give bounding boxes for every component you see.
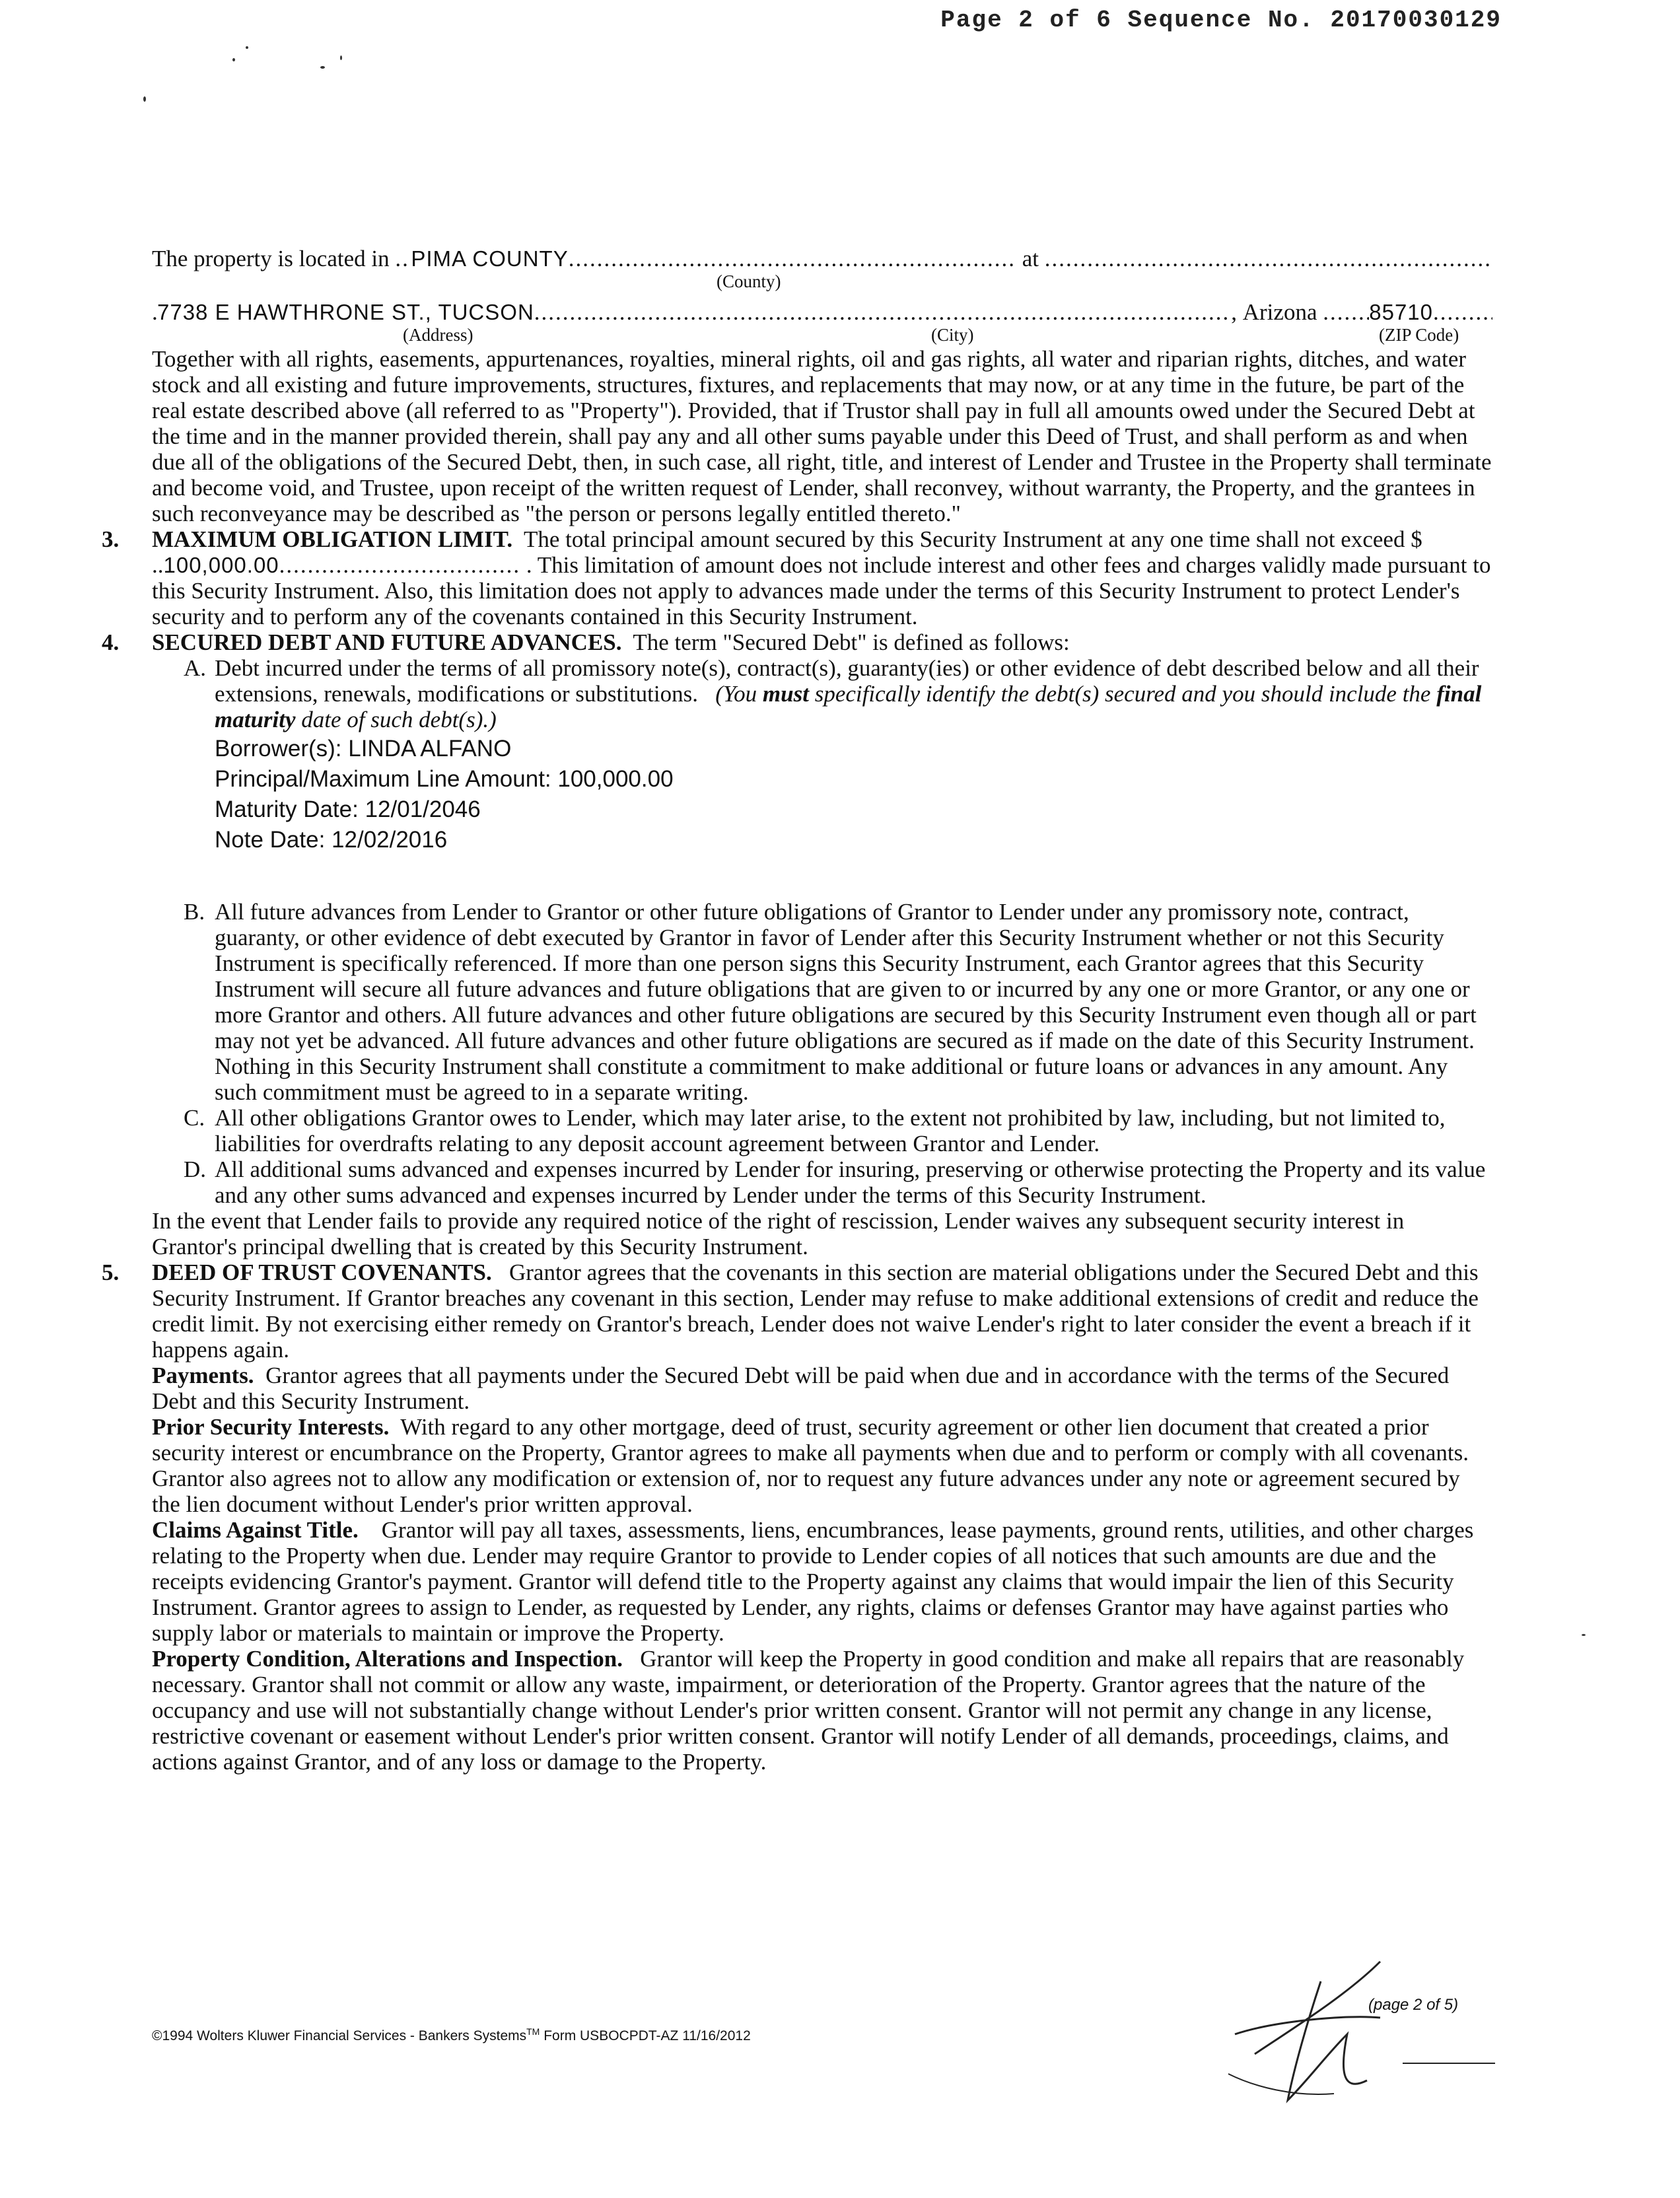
document-body — [102, 246, 1492, 1775]
section-title: SECURED DEBT AND FUTURE ADVANCES. — [152, 629, 622, 655]
maturity-line: Maturity Date: 12/01/2046 — [215, 797, 481, 822]
city-caption: (City) — [931, 325, 974, 345]
note-date-line: Note Date: 12/02/2016 — [215, 827, 448, 853]
initials-line — [1403, 2063, 1495, 2064]
scan-speck — [340, 55, 342, 60]
rescission-paragraph: In the event that Lender fails to provide any required notice of the right of rescission, Lender waives any subsequent security interest in Grantor's principal dwelling that is created by this Security Instrument. — [152, 1208, 1405, 1259]
section-lead: The total principal amount secured by this Security Instrument at any one time shall — [523, 526, 1300, 552]
item-text: All other obligations Grantor owes to Lender, which may later arise, to the extent not prohibited by law, including, but not limited to, liabilities for overdrafts relating to any deposit account agreement between Grantor and Lender. — [215, 1105, 1446, 1156]
prior-security-paragraph: Prior Security Interests. With regard to any other mortgage, deed of trust, security agreement or other lien document that created a prior security interest or encumbrance on the Property, Grantor agrees to make all payments when due and to perform or comply with all covenants. Grantor also agrees not to allow any modification or extension of, nor to request any future advances under any note or agreement secured by the lien document without Lender's prior written approval. — [152, 1414, 1469, 1517]
together-paragraph: Together with all rights, easements, appurtenances, royalties, mineral rights, oil and gas rights, all water and riparian rights, ditches, and water stock and all existing and future improvements, structures, fixtures, and replacements that may now, or at any time in the future, be part of the real estate described above (all referred to as "Property"). Provided, that if Trustor shall pay in full all amounts owed under the Secured Debt at the time and in the manner provided therein, shall pay any and all other sums payable under this Deed of Trust, and shall perform as and when due all of the obligations of the Secured Debt, then, in such case, all right, title, and interest of Lender and Trustee in the Property shall terminate and become void, and Trustee, upon receipt of the written request of Lender, shall reconvey, without warranty, the Property, and the grantees in such reconveyance may be described as "the person or persons legally entitled thereto." — [152, 346, 1492, 526]
principal-line: Principal/Maximum Line Amount: 100,000.00 — [215, 766, 674, 792]
section-tail: . This limitation of amount does not include interest and other fees and charges validly made pursuant to this Security Instrument. Also, this limitation does not apply to advances made under the terms of this Security Instrument to protect Lender's security and to perform any of the covenants contained in this Security Instrument. — [152, 552, 1491, 629]
location-intro: The property is located in — [152, 246, 390, 271]
zip-value: 85710 — [1369, 300, 1433, 324]
zip-caption: (ZIP Code) — [1379, 325, 1459, 345]
section-number: 3. — [102, 526, 120, 552]
debt-details — [215, 734, 1492, 855]
page-sequence-header: Page 2 of 6 Sequence No. 20170030129 — [940, 7, 1502, 34]
item-letter: B. — [184, 899, 205, 925]
claims-paragraph: Claims Against Title. Grantor will pay all taxes, assessments, liens, encumbrances, lease payments, ground rents, utilities, and other charges relating to the Property when due. Lender may require Grantor to provide to Lender copies of all notices that such amounts are due and the receipts evidencing Grantor's payment. Grantor will defend title to the Property against any claims that would impair the lien of this Security Instrument. Grantor agrees to assign to Lender, as requested by Lender, any rights, claims or defenses Grantor may have against parties who supply labor or materials to maintain or improve the Property. — [152, 1517, 1474, 1646]
copyright-text: ©1994 Wolters Kluwer Financial Services - Bankers Systems — [152, 2028, 527, 2043]
condition-paragraph: Property Condition, Alterations and Inspection. Grantor will keep the Property in good condition and make all repairs that are reasonably necessary. Grantor shall not commit or allow any waste, impairment, or deterioration of the Property. Grantor agrees that the nature of the occupancy and use will not substantially change without Lender's prior written consent. Grantor will not permit any change in any license, restrictive covenant or easement without Lender's prior written consent. Grantor will notify Lender of all demands, proceedings, claims, and actions against Grantor, and of any loss or damage to the Property. — [152, 1646, 1465, 1775]
address-caption: (Address) — [403, 325, 473, 345]
address-line: ..... 7738 E HAWTHRONE ST., TUCSON ..... , Arizona ..... 85710 ..... — [152, 299, 1492, 325]
borrowers-line: Borrower(s): LINDA ALFANO — [215, 736, 512, 762]
section-lead: Grantor agrees that the covenants in this section are material obligations under the Secured Debt and this Security Instrument. If Grantor breaches any covenant in this section, Lender may refuse to make additional extensions of credit and reduce the credit limit. By not exercising either remedy on Grantor's breach, Lender does not waive Lender's right to later consider the event a breach if it happens again. — [152, 1259, 1479, 1363]
item-letter: D. — [184, 1156, 207, 1182]
address-value: 7738 E HAWTHRONE ST., TUCSON — [157, 300, 534, 324]
at-label: at — [1022, 246, 1039, 271]
county-caption-row — [152, 271, 1492, 291]
scan-speck — [246, 46, 248, 49]
scan-speck — [320, 66, 325, 69]
item-text: All future advances from Lender to Grantor or other future obligations of Grantor to Lender under any promissory note, contract, guaranty, or other evidence of debt executed by Grantor in favor of Lender after this Security Instrument whether or not this Security Instrument is specifically referenced. If more than one person signs this Security Instrument, each Grantor agrees that this Security Instrument will secure all future advances and future obligations that are given to or incurred by any one or more Grantor, or any one or more Grantor and others. All future advances and other future obligations are secured by this Security Instrument even though all or part may not yet be advanced. All future advances and other future obligations are secured as if made on the date of this Security Instrument. Nothing in this Security Instrument shall constitute a commitment to make additional or future loans or advances in any amount. Any such commitment must be agreed to in a separate writing. — [215, 899, 1477, 1105]
state-label: Arizona — [1242, 299, 1317, 325]
scan-speck — [1582, 1634, 1586, 1636]
scan-speck — [232, 58, 235, 61]
item-c — [152, 1105, 1492, 1156]
county-value: PIMA COUNTY — [411, 246, 569, 271]
section-4 — [102, 629, 1492, 1208]
handwritten-initials — [1215, 1955, 1400, 2120]
section-title: MAXIMUM OBLIGATION LIMIT. — [152, 526, 513, 552]
not-exceed-label: not exceed $ — [1305, 526, 1422, 552]
item-text: All additional sums advanced and expenses incurred by Lender for insuring, preserving or otherwise protecting the Property and its value and any other sums advanced and expenses incurred by Lender under the terms of this Security Instrument. — [215, 1156, 1486, 1208]
item-d — [152, 1156, 1492, 1208]
page-reference: (page 2 of 5) — [1368, 1996, 1459, 2014]
county-caption: (County) — [717, 271, 781, 291]
item-text: Debt incurred under the terms of all promissory note(s), contract(s), guaranty(ies) or other evidence of debt described below and all their extensions, renewals, modifications or substitutions. — [215, 655, 1479, 707]
section-title: DEED OF TRUST COVENANTS. — [152, 1259, 492, 1285]
trademark: TM — [526, 2026, 540, 2037]
form-footer — [152, 2026, 751, 2044]
item-letter: A. — [184, 655, 207, 681]
payments-paragraph: Payments. Grantor agrees that all payments under the Secured Debt will be paid when due and in accordance with the terms of the Secured Debt and this Security Instrument. — [152, 1363, 1450, 1414]
section-number: 4. — [102, 629, 120, 655]
section-lead: The term "Secured Debt" is defined as follows: — [633, 629, 1070, 655]
form-number: Form USBOCPDT-AZ 11/16/2012 — [543, 2028, 751, 2043]
item-b — [152, 899, 1492, 1105]
section-5 — [102, 1259, 1492, 1775]
section-3: 3. MAXIMUM OBLIGATION LIMIT. The total principal amount secured by this Security Instrument at any one time shall not exceed $ ..100,000.00.................................. . This limitation of amount does not include interest and other fees and charges validly made pursuant to this Security Instrument. Also, this limitation does not apply to advances made under the terms of this Security Instrument to protect Lender's security and to perform any of the covenants contained in this Security Instrument. — [102, 526, 1491, 629]
item-a: A. Debt incurred under the terms of all promissory note(s), contract(s), guaranty(ies) or other evidence of debt described below and all their extensions, renewals, modifications or substitutions. (You must specifically identify the debt(s) secured and you should include the final maturity date of such debt(s).) — [184, 655, 1482, 732]
max-amount-value: 100,000.00 — [163, 553, 279, 577]
item-letter: C. — [184, 1105, 205, 1131]
county-line — [152, 246, 1492, 271]
section-number: 5. — [102, 1259, 120, 1285]
address-caption-row — [152, 325, 1492, 345]
scan-speck — [143, 96, 146, 102]
